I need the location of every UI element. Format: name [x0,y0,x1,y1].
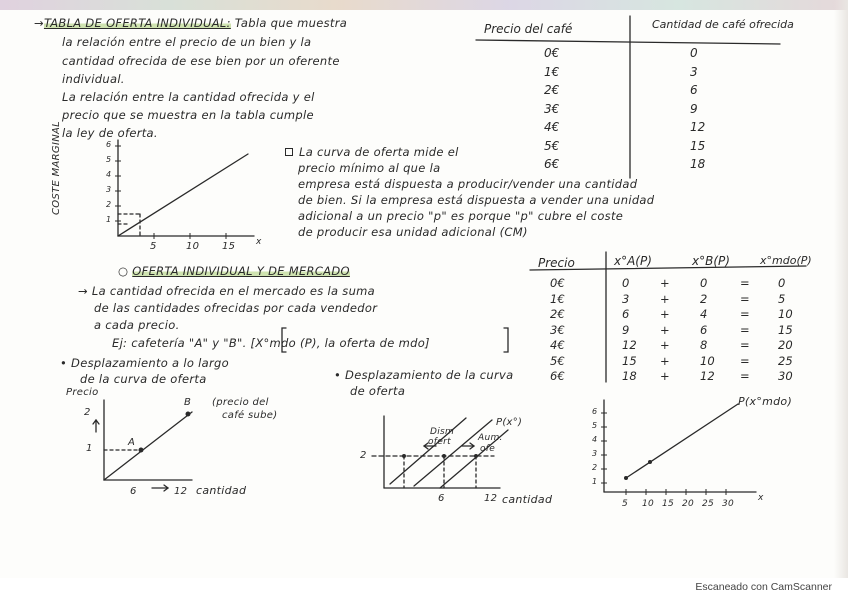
table2-cell-3-0: 3€ [550,322,565,337]
table2-cell-5-5: 25 [778,353,793,368]
shift-curve-title2: de oferta [350,384,406,398]
graph-mdo-ytick-5: 1 [592,477,598,486]
curve-note-text-0: La curva de oferta mide el [299,145,459,159]
shift-curve-title-text: Desplazamiento de la curva [345,368,514,382]
intro-line-4: La relación entre la cantidad ofrecida y el [62,90,315,104]
shift-along-title2: de la curva de oferta [80,372,207,386]
shift-curve-dot-mid [442,454,446,458]
table2-cell-1-4: = [740,291,750,306]
table1-price-2: 2€ [544,83,560,97]
table1-header-price: Precio del café [484,22,573,36]
graph1-xtick-1: 10 [186,241,200,252]
table2-cell-2-0: 2€ [550,307,565,321]
shift-curve-dot-left [402,454,406,458]
shift-curve-xtick-6: 6 [438,493,445,504]
graph-mdo-point-1 [624,476,628,480]
section2-line-0: → La cantidad ofrecida en el mercado es la suma [78,284,376,298]
table2-cell-4-0: 4€ [550,338,565,352]
table2-cell-3-5: 15 [778,322,793,337]
curve-note-line-4: adicional a un precio "p" es porque "p" cubre el coste [298,209,624,223]
graph-mdo-xtick-3: 20 [682,499,695,509]
table2-cell-3-4: = [740,322,750,337]
table1-qty-4: 12 [690,120,706,134]
shift-along-point-b-dot [186,412,191,417]
table2-header-a: x°A(P) [614,254,652,268]
graph-mdo-ytick-3: 3 [592,449,598,458]
curve-note-line-2: empresa está dispuesta a producir/vender una cantidad [298,177,638,191]
table1-price-4: 4€ [544,120,560,134]
graph-mdo-ytick-4: 2 [592,463,598,472]
section2-line-3: Ej: cafetería "A" y "B". [X°mdo (P), la oferta de mdo] [112,336,430,350]
graph-mdo-ytick-1: 5 [592,421,598,430]
table2-cell-5-2: + [660,353,670,368]
table2-cell-5-1: 15 [622,353,637,368]
bullet-dot-icon: • [60,356,72,370]
bullet-dot-icon-2: • [334,368,346,382]
graph-mdo-xaxis-label: x [758,493,764,503]
graph-mdo-xtick-2: 15 [662,499,675,509]
table2-cell-0-2: + [660,276,670,290]
shift-along-note1: (precio del [212,397,269,408]
shift-curve-xlabel: cantidad [502,493,553,506]
shift-along-ytick-2: 2 [84,407,91,418]
intro-line-0-text: Tabla que muestra [234,16,348,30]
intro-line-1: la relación entre el precio de un bien y la [62,35,312,49]
table2-cell-3-1: 9 [622,322,630,337]
graph-mdo-ytick-2: 4 [592,435,598,444]
intro-line-6: la ley de oferta. [62,126,158,140]
section2-title: OFERTA INDIVIDUAL Y DE MERCADO [132,264,350,278]
table2-cell-0-5: 0 [778,276,786,290]
shift-along-xlabel: cantidad [196,484,247,497]
table2-cell-5-4: = [740,353,750,368]
table1-header-qty: Cantidad de café ofrecida [652,18,794,31]
graph1-supply-line [118,154,248,236]
table1-price-1: 1€ [544,64,560,79]
shift-along-ytick-1: 1 [86,443,93,454]
table2-cell-6-2: + [660,369,670,383]
table2-cell-6-0: 6€ [550,369,565,383]
shift-along-xtick-6: 6 [130,486,137,497]
bullet-circle-icon: ○ [118,264,133,278]
table2-cell-6-5: 30 [778,369,793,383]
table2-cell-2-5: 10 [778,307,793,321]
table2-header-price: Precio [538,256,575,270]
shift-along-ylabel: Precio [66,387,99,398]
graph1-xtick-2: 15 [222,241,236,252]
table2-cell-6-1: 18 [622,369,637,383]
graph1-xaxis-label: x [256,237,262,247]
table1-header-rule [476,40,780,44]
table2-cell-0-4: = [740,276,750,290]
bracket-right [504,328,508,352]
shift-curve-aum1: Aum. [478,433,503,443]
intro-line-5: precio que se muestra en la tabla cumple [62,108,314,122]
shift-curve-dot-right [474,454,478,458]
graph1-ytick-4: 2 [106,200,112,209]
section2-line-1: de las cantidades ofrecidas por cada vendedor [94,301,378,315]
shift-along-point-b: B [184,397,192,408]
table1-qty-2: 6 [690,83,698,97]
bullet-arrow-icon: → [34,16,44,30]
table2-cell-4-4: = [740,338,750,352]
table2-cell-1-3: 2 [700,291,708,306]
table2-cell-3-3: 6 [700,322,708,337]
table2-cell-1-0: 1€ [550,291,565,306]
shift-along-supply-line [104,412,192,480]
graph-mdo-label: P(x°mdo) [738,395,793,408]
shift-along-note2: café sube) [222,410,278,421]
graph-mdo-xtick-5: 30 [722,499,735,509]
table1-price-6: 6€ [544,157,560,171]
table1-qty-3: 9 [690,101,698,116]
table2-cell-5-3: 10 [700,353,715,368]
table2-cell-2-4: = [740,307,750,321]
table2-cell-0-0: 0€ [550,276,565,290]
graph1-ytick-5: 1 [106,215,112,224]
table2-header-b: x°B(P) [692,254,730,268]
graph-mdo-xtick-0: 5 [622,499,629,509]
table2-header-rule [530,266,806,270]
shift-curve-line-right [440,430,508,488]
table2-cell-6-4: = [740,369,750,383]
intro-title: TABLA DE OFERTA INDIVIDUAL: [43,16,231,30]
table2-cell-4-3: 8 [700,338,708,352]
graph1-xtick-0: 5 [150,241,157,252]
table1-price-3: 3€ [544,101,560,116]
table2-cell-4-2: + [660,338,670,352]
shift-along-xtick-12: 12 [174,486,188,497]
bracket-left [282,328,286,352]
table2-cell-1-5: 5 [778,291,786,306]
graph1-ylabel: COSTE MARGINAL [51,120,62,215]
table2-cell-2-3: 4 [700,307,708,321]
scan-edge-right [834,0,848,578]
shift-along-point-a-dot [139,448,144,453]
table2-cell-0-1: 0 [622,276,630,290]
graph1-ytick-3: 3 [106,185,112,194]
graph-mdo-xtick-1: 10 [642,499,655,509]
shift-curve-aum2: ofe [480,444,496,454]
table2-cell-3-2: + [660,322,670,337]
curve-note-line-3: de bien. Si la empresa está dispuesta a vender una unidad [298,193,655,207]
table1-qty-1: 3 [690,64,698,79]
shift-curve-label: P(x°) [496,417,523,428]
section2-line-2: a cada precio. [94,318,180,332]
graph-mdo-xtick-4: 25 [702,499,715,509]
table2-cell-4-1: 12 [622,338,637,352]
table2-cell-4-5: 20 [778,338,793,352]
graph1-ytick-1: 5 [106,155,112,164]
table2-cell-2-2: + [660,307,670,321]
table2-cell-1-2: + [660,291,670,306]
graph-mdo-point-2 [648,460,652,464]
table2-header-mdo: x°mdo(P) [760,254,812,267]
shift-curve-dism2: ofert [428,437,451,447]
scanner-watermark: Escaneado con CamScanner [695,581,832,593]
intro-line-2: cantidad ofrecida de ese bien por un oferente [62,54,340,68]
table2-cell-6-3: 12 [700,369,715,383]
shift-along-title-text: Desplazamiento a lo largo [71,356,229,370]
table2-cell-0-3: 0 [700,276,708,290]
curve-note-line-5: de producir esa unidad adicional (CM) [298,225,528,239]
shift-curve-ylabel: 2 [360,450,367,461]
table2-cell-5-0: 5€ [550,353,565,368]
table1-price-5: 5€ [544,138,560,153]
graph1-ytick-2: 4 [106,170,112,179]
table1-qty-0: 0 [690,46,698,60]
shift-along-point-a: A [128,437,136,448]
graph1-ytick-0: 6 [106,140,112,149]
graph-mdo-ytick-0: 6 [592,407,598,416]
table1-qty-6: 18 [690,157,706,171]
table2-cell-2-1: 6 [622,307,630,321]
table1-price-0: 0€ [544,46,560,60]
shift-curve-dism1: Dism [430,427,455,437]
table1-qty-5: 15 [690,138,706,153]
curve-note-line-1: precio mínimo al que la [298,161,441,175]
table2-cell-1-1: 3 [622,291,630,306]
shift-curve-xtick-12: 12 [484,493,498,504]
intro-line-3: individual. [62,72,125,86]
graph-mdo-supply-line [626,404,738,478]
